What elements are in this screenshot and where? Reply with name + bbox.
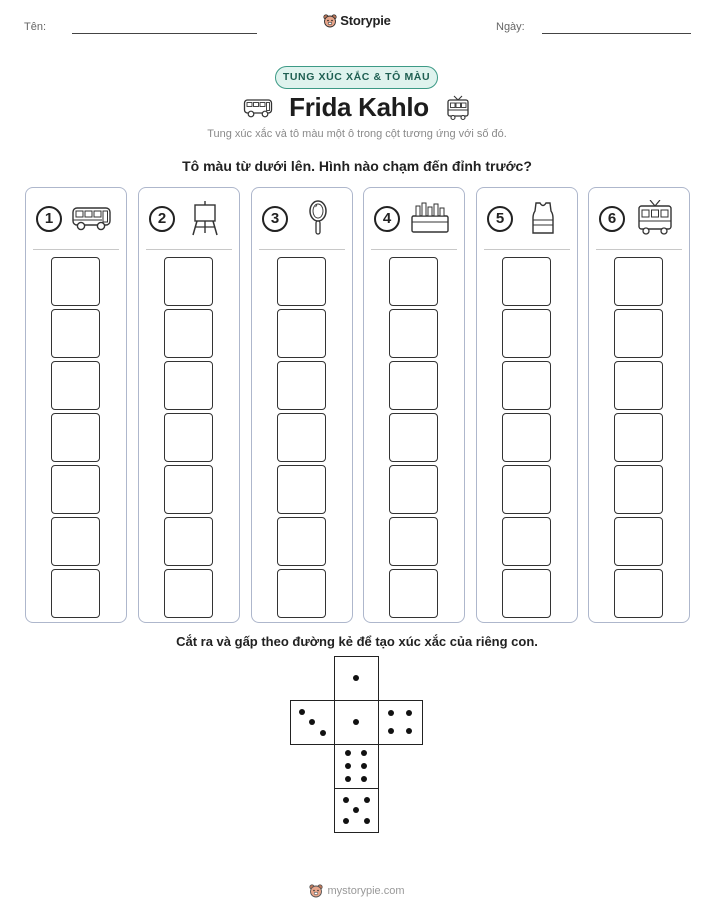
color-box[interactable] — [389, 257, 438, 306]
die-face-bottom — [334, 788, 379, 833]
column-number: 2 — [149, 206, 175, 232]
color-box[interactable] — [389, 309, 438, 358]
column-number: 6 — [599, 206, 625, 232]
color-box[interactable] — [164, 465, 213, 514]
color-box[interactable] — [51, 465, 100, 514]
color-box[interactable] — [614, 569, 663, 618]
color-box[interactable] — [389, 361, 438, 410]
die-pip — [406, 710, 412, 716]
color-box[interactable] — [389, 413, 438, 462]
die-pip — [361, 763, 367, 769]
color-box[interactable] — [164, 569, 213, 618]
die-face-left — [290, 700, 335, 745]
color-box[interactable] — [277, 361, 326, 410]
color-box[interactable] — [277, 257, 326, 306]
column-header — [364, 200, 464, 236]
color-box[interactable] — [51, 257, 100, 306]
column-number: 1 — [36, 206, 62, 232]
page-title: Frida Kahlo — [289, 92, 429, 122]
column-divider — [146, 249, 232, 250]
color-box[interactable] — [51, 309, 100, 358]
die-pip — [361, 750, 367, 756]
die-pip — [299, 709, 305, 715]
activity-tag: TUNG XÚC XẮC & TÔ MÀU — [275, 66, 438, 89]
column-2 — [138, 187, 240, 623]
die-net — [0, 656, 714, 836]
color-box[interactable] — [502, 361, 551, 410]
bus-icon — [243, 98, 273, 118]
tank-top-icon — [521, 200, 565, 236]
name-line — [72, 33, 257, 34]
column-divider — [596, 249, 682, 250]
color-box[interactable] — [164, 361, 213, 410]
die-pip — [353, 807, 359, 813]
date-label: Ngày: — [496, 21, 525, 33]
color-box[interactable] — [164, 517, 213, 566]
date-line — [542, 33, 691, 34]
die-pip — [343, 818, 349, 824]
color-box[interactable] — [614, 413, 663, 462]
bear-logo-icon — [323, 14, 337, 28]
easel-icon — [183, 200, 227, 236]
footer — [0, 884, 714, 898]
color-box[interactable] — [164, 309, 213, 358]
tram-icon — [633, 200, 677, 236]
color-box[interactable] — [614, 361, 663, 410]
color-box[interactable] — [502, 309, 551, 358]
color-box[interactable] — [277, 569, 326, 618]
color-box[interactable] — [614, 465, 663, 514]
die-pip — [388, 710, 394, 716]
color-box[interactable] — [502, 517, 551, 566]
die-pip — [353, 719, 359, 725]
brand — [0, 13, 714, 33]
die-instruction: Cắt ra và gấp theo đường kẻ để tạo xúc xắc của riêng con. — [176, 634, 538, 649]
title-row — [0, 92, 714, 123]
color-box[interactable] — [502, 465, 551, 514]
die-pip — [364, 797, 370, 803]
paint-box-icon — [408, 200, 452, 236]
color-box[interactable] — [277, 309, 326, 358]
color-box[interactable] — [51, 569, 100, 618]
color-box[interactable] — [389, 569, 438, 618]
die-pip — [320, 730, 326, 736]
color-box[interactable] — [277, 413, 326, 462]
column-3 — [251, 187, 353, 623]
tram-icon — [445, 95, 471, 121]
color-box[interactable] — [614, 257, 663, 306]
die-pip — [345, 750, 351, 756]
color-box[interactable] — [614, 309, 663, 358]
color-box[interactable] — [277, 517, 326, 566]
column-header — [252, 200, 352, 236]
column-6 — [588, 187, 690, 623]
die-face-center — [334, 700, 379, 745]
die-face-right — [378, 700, 423, 745]
brand-name: Storypie — [340, 13, 391, 28]
color-box[interactable] — [51, 413, 100, 462]
die-pip — [406, 728, 412, 734]
column-number: 5 — [487, 206, 513, 232]
column-4 — [363, 187, 465, 623]
die-pip — [364, 818, 370, 824]
column-divider — [484, 249, 570, 250]
column-divider — [33, 249, 119, 250]
column-1 — [25, 187, 127, 623]
die-pip — [361, 776, 367, 782]
color-box[interactable] — [614, 517, 663, 566]
page-subtitle: Tung xúc xắc và tô màu một ô trong cột tương ứng với số đó. — [207, 128, 507, 140]
game-instruction: Tô màu từ dưới lên. Hình nào chạm đến đỉnh trước? — [182, 158, 532, 174]
die-pip — [345, 776, 351, 782]
bear-logo-icon — [309, 884, 323, 898]
color-box[interactable] — [51, 361, 100, 410]
color-box[interactable] — [502, 413, 551, 462]
color-box[interactable] — [502, 257, 551, 306]
footer-url: mystorypie.com — [327, 885, 405, 897]
color-box[interactable] — [389, 465, 438, 514]
column-header — [477, 200, 577, 236]
die-pip — [353, 675, 359, 681]
color-box[interactable] — [502, 569, 551, 618]
column-5 — [476, 187, 578, 623]
color-box[interactable] — [164, 257, 213, 306]
die-pip — [309, 719, 315, 725]
column-number: 3 — [262, 206, 288, 232]
die-pip — [345, 763, 351, 769]
die-pip — [343, 797, 349, 803]
color-box[interactable] — [164, 413, 213, 462]
die-face-top — [334, 656, 379, 701]
name-label: Tên: — [24, 21, 47, 33]
color-box[interactable] — [51, 517, 100, 566]
color-box[interactable] — [389, 517, 438, 566]
column-header — [26, 200, 126, 236]
die-face-lower — [334, 744, 379, 789]
column-header — [589, 200, 689, 236]
column-header — [139, 200, 239, 236]
die-pip — [388, 728, 394, 734]
column-divider — [371, 249, 457, 250]
bus-icon — [70, 200, 114, 236]
hand-mirror-icon — [296, 200, 340, 236]
column-number: 4 — [374, 206, 400, 232]
color-box[interactable] — [277, 465, 326, 514]
column-divider — [259, 249, 345, 250]
